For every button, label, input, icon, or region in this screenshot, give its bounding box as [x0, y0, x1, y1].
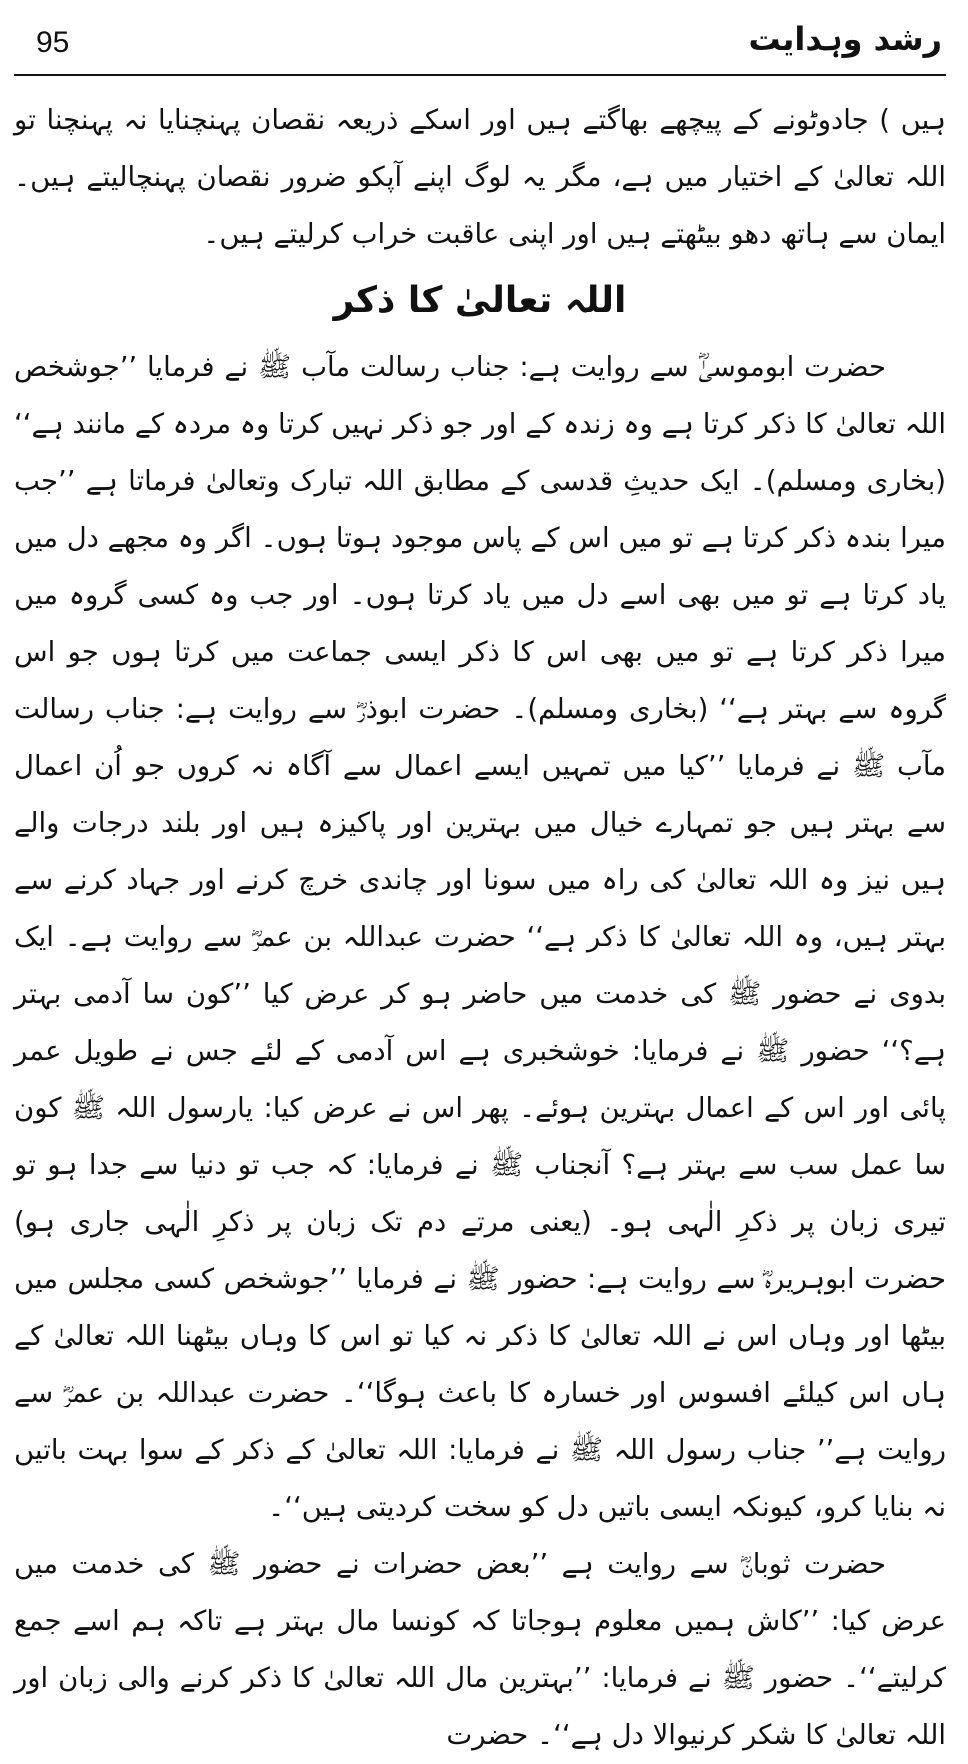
section-title: اللہ تعالیٰ کا ذکر — [333, 280, 627, 321]
page-body — [14, 92, 946, 1764]
running-title: رشد وہدایت — [748, 20, 942, 58]
page-header — [14, 18, 946, 76]
paragraph-intro: ہیں ) جادوٹونے کے پیچھے بھاگتے ہیں اور اسکے ذریعہ نقصان پہنچنایا نہ پہنچنا تو اللہ تعالیٰ کے اختیار میں ہے، مگر یہ لوگ اپنے آپکو ضرور نقصان پہنچالیتے ہیں۔ ایمان سے ہاتھ دھو بیٹھتے ہیں اور اپنی عاقبت خراب کرلیتے ہیں۔ — [14, 104, 946, 250]
page-number: 95 — [36, 26, 70, 59]
paragraph-hadith-main: حضرت ابوموسیٰؓ سے روایت ہے: جناب رسالت مآب ﷺ نے فرمایا ’’جوشخص اللہ تعالیٰ کا ذکر کرتا ہے وہ زندہ کے اور جو ذکر نہیں کرتا وہ مردہ کے مانند ہے‘‘ (بخاری ومسلم)۔ ایک حدیثِ قدسی کے مطابق اللہ تبارک وتعالیٰ فرماتا ہے ’’جب میرا بندہ ذکر کرتا ہے تو میں اس کے پاس موجود ہوتا ہوں۔ اگر وہ مجھے دل میں یاد کرتا ہے تو میں بھی اسے دل میں یاد کرتا ہوں۔ اور جب وہ کسی گروہ میں میرا ذکر کرتا ہے تو میں بھی اس کا ذکر ایسی جماعت میں کرتا ہوں جو اس گروہ سے بہتر ہے‘‘ (بخاری ومسلم)۔ حضرت ابوذرؓ سے روایت ہے: جناب رسالت مآب ﷺ نے فرمایا ’’کیا میں تمہیں ایسے اعمال سے آگاہ نہ کروں جو اُن اعمال سے بہتر ہیں جو تمہارے خیال میں بہترین اور پاکیزہ ہیں اور بلند درجات والے ہیں نیز وہ اللہ تعالیٰ کی راہ میں سونا اور چاندی خرچ کرنے اور جہاد کرنے سے بہتر ہیں، وہ اللہ تعالیٰ کا ذکر ہے‘‘ حضرت عبداللہ بن عمرؓ سے روایت ہے۔ ایک بدوی نے حضور ﷺ کی خدمت میں حاضر ہو کر عرض کیا ’’کون سا آدمی بہتر ہے؟‘‘ حضور ﷺ نے فرمایا: خوشخبری ہے اس آدمی کے لئے جس نے طویل عمر پائی اور اس کے اعمال بہترین ہوئے۔ پھر اس نے عرض کیا: یارسول اللہ ﷺ کون سا عمل سب سے بہتر ہے؟ آنجناب ﷺ نے فرمایا: کہ جب تو دنیا سے جدا ہو تو تیری زبان پر ذکرِ الٰہی ہو۔ (یعنی مرتے دم تک زبان پر ذکرِ الٰہی جاری ہو) حضرت ابوہریرہؓ سے روایت ہے: حضور ﷺ نے فرمایا ’’جوشخص کسی مجلس میں بیٹھا اور وہاں اس نے اللہ تعالیٰ کا ذکر نہ کیا تو اس کا وہاں بیٹھنا اللہ تعالیٰ کے ہاں اس کیلئے افسوس اور خسارہ کا باعث ہوگا‘‘۔ حضرت عبداللہ بن عمرؓ سے روایت ہے’’ جناب رسول اللہ ﷺ نے فرمایا: اللہ تعالیٰ کے ذکر کے سوا بہت باتیں نہ بنایا کرو، کیونکہ ایسی باتیں دل کو سخت کردیتی ہیں‘‘۔ — [14, 351, 946, 1523]
paragraph-hadith-thawban: حضرت ثوبانؓ سے روایت ہے ’’بعض حضرات نے حضور ﷺ کی خدمت میں عرض کیا: ’’کاش ہمیں معلوم ہوجاتا کہ کونسا مال بہتر ہے تاکہ ہم اسے جمع کرلیتے‘‘۔ حضور ﷺ نے فرمایا: ’’بہترین مال اللہ تعالیٰ کا ذکر کرنے والی زبان اور اللہ تعالیٰ کا شکر کرنیوالا دل ہے‘‘۔ حضرت — [14, 1548, 946, 1751]
